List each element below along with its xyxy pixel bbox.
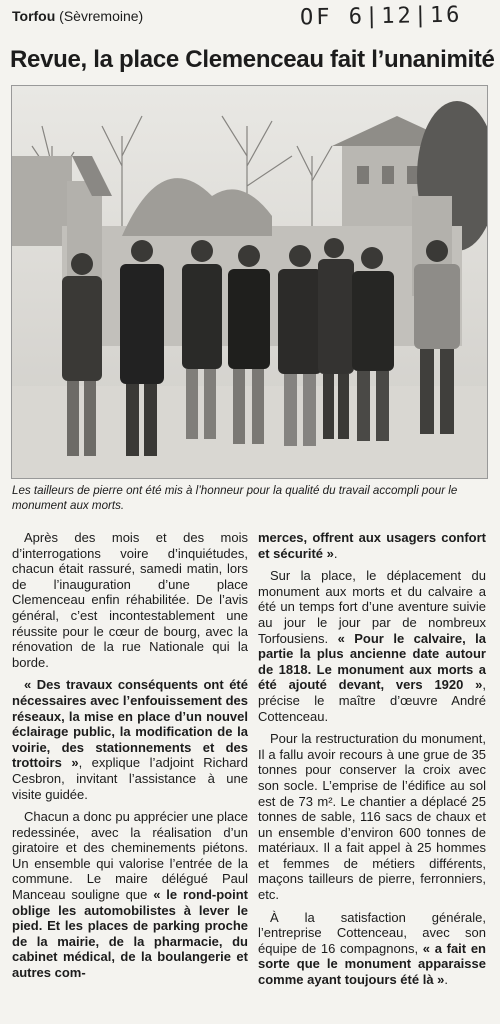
quote-bold: « Pour le calvaire, la partie la plus ancienne date autour de 1818. Le monument aux morts a été ajouté devant, vers 1920 » <box>258 630 486 693</box>
text-run: , explique l’adjoint Richard Cesbron, invitant l’assistance à une visite guidée. <box>12 755 248 802</box>
text-run: . <box>444 972 449 988</box>
handwritten-date-note: OF 6|12|16 <box>299 2 463 31</box>
article-headline: Revue, la place Clemenceau fait l’unanimité <box>10 46 495 73</box>
quote-bold: merces, offrent aux usagers confort et sécurité » <box>258 530 486 561</box>
text-run: , précise le maître d’œuvre André Cottenceau. <box>258 677 486 724</box>
paragraph <box>12 809 248 981</box>
paragraph <box>12 677 248 802</box>
text-run: Chacun a donc pu apprécier une place redessinée, avec la réalisation d’un giratoire et des cheminements piétons. Un ensemble qui valorise l’entrée de la commune. Le maire délégué Paul Manceau souligne que <box>12 809 248 903</box>
photo-caption: Les tailleurs de pierre ont été mis à l’honneur pour la qualité du travail accompli pour le monument aux morts. <box>12 484 458 513</box>
text-run: . <box>333 545 338 561</box>
article-column-1 <box>12 530 248 988</box>
paragraph <box>258 568 486 724</box>
monument-group-picture <box>12 86 487 478</box>
quote-bold: « a fait en sorte que le monument apparaisse comme ayant toujours été là » <box>258 940 486 988</box>
commune-name: (Sèvremoine) <box>59 8 144 24</box>
article-column-2 <box>258 530 486 995</box>
group-photo <box>11 85 488 479</box>
text-run: Sur la place, le déplacement du monument aux morts et du calvaire a été un temps fort d’une aventure suivie au jour le jour par de nombreux Torfousiens. <box>258 568 486 646</box>
paragraph <box>258 530 486 561</box>
paragraph: Pour la restructuration du monument, Il a fallu avoir recours à une grue de 35 tonnes pour conserver la croix avec son socle. L’emprise de l’édifice au sol est de 73 m². Le chantier a déplacé 25 tonnes de sable, 116 sacs de chaux et un ensemble d’environ 600 tonnes de matériaux. Il a fait appel à 25 hommes et femmes de métiers différents, maçons tailleurs de pierre, ferronniers, etc. <box>258 731 486 903</box>
quote-bold: « le rond-point oblige les automobilistes à lever le pied. Et les places de parking proche de la mairie, de la pharmacie, du cabinet médical, de la boulangerie et autres com- <box>12 887 248 981</box>
paragraph: Après des mois et des mois d’interrogations voire d’inquiétudes, chacun était rassuré, samedi matin, lors de l’inauguration d’une place Clemenceau enfin réhabilitée. De l’avis général, c’est incontestablement une réussite pour le cœur de bourg, avec la rénovation de la rue Nationale qui la borde. <box>12 530 248 670</box>
article-header <box>12 8 143 24</box>
town-name: Torfou <box>12 8 56 24</box>
text-run: À la satisfaction générale, l’entreprise Cottenceau, avec son équipe de 16 compagnons, <box>258 909 486 956</box>
quote-bold: « Des travaux conséquents ont été nécessaires avec l’enfouissement des réseaux, la mise en place d’un nouvel éclairage public, la modification de la voirie, des stationnements et des trottoirs » <box>12 677 248 771</box>
paragraph <box>258 910 486 988</box>
